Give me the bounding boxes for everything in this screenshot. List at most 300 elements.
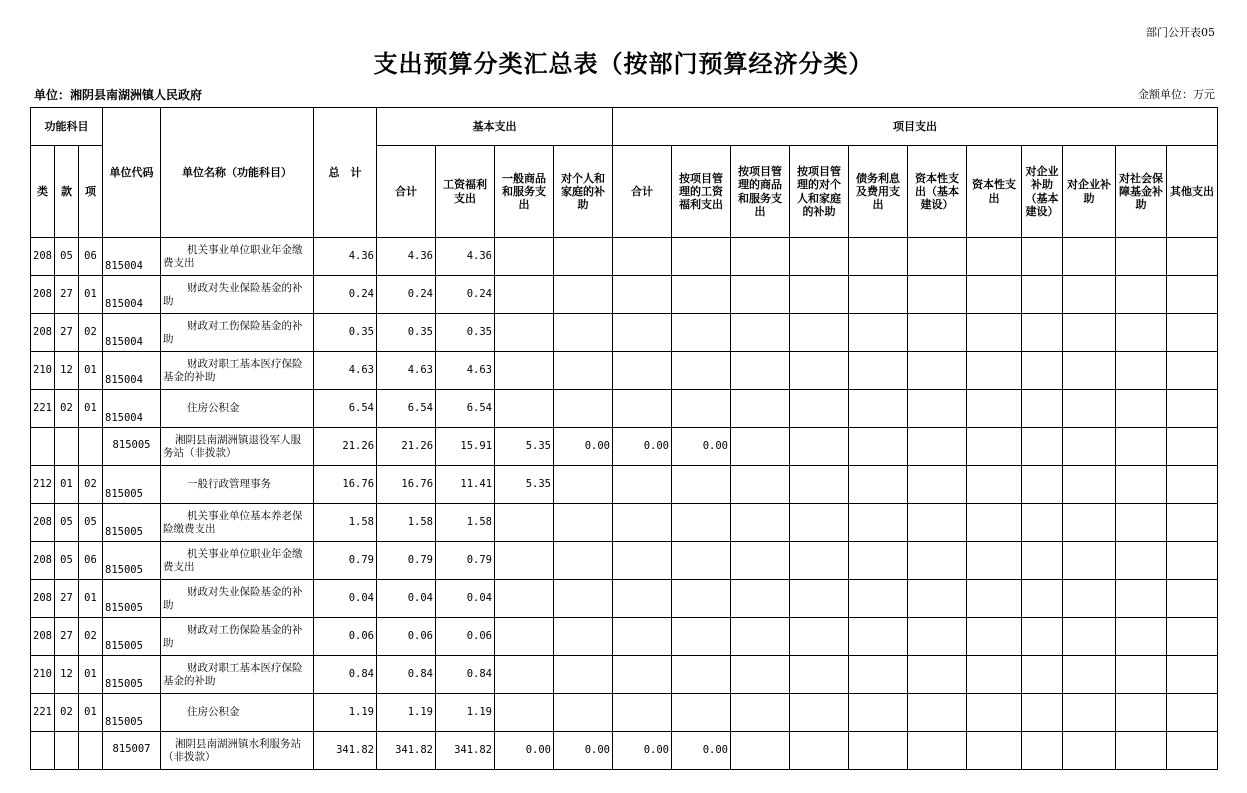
cell-total: 0.04 [314,580,377,618]
cell-kuan: 27 [55,276,79,314]
cell-lei: 208 [31,580,55,618]
cell-basic-wage: 15.91 [436,428,495,466]
cell-project-empty [967,276,1022,314]
cell-basic-personal [554,390,613,428]
cell-project-total [613,504,672,542]
cell-unit-name: 机关事业单位职业年金缴费支出 [161,238,314,276]
cell-project-empty [1167,390,1218,428]
cell-project-empty [849,390,908,428]
cell-project-total [613,466,672,504]
cell-total: 16.76 [314,466,377,504]
cell-project-empty [790,580,849,618]
header-basic-personal: 对个人和家庭的补助 [554,146,613,238]
cell-project-empty [1022,314,1063,352]
cell-project-empty [908,466,967,504]
cell-basic-goods: 5.35 [495,466,554,504]
cell-basic-wage: 4.36 [436,238,495,276]
cell-project-empty [908,504,967,542]
cell-project-empty [1116,352,1167,390]
cell-unit-code: 815005 [103,466,161,504]
cell-total: 4.63 [314,352,377,390]
header-project-personal: 按项目管理的对个人和家庭的补助 [790,146,849,238]
cell-project-empty [790,390,849,428]
header-project-total: 合计 [613,146,672,238]
cell-unit-code: 815007 [103,732,161,770]
page-title: 支出预算分类汇总表（按部门预算经济分类） [373,49,874,78]
cell-unit-name: 财政对失业保险基金的补助 [161,580,314,618]
cell-basic-goods [495,352,554,390]
cell-xiang: 01 [79,580,103,618]
cell-project-wage [672,352,731,390]
cell-project-empty [731,390,790,428]
cell-total: 0.35 [314,314,377,352]
cell-project-empty [790,238,849,276]
table-row [31,390,1218,428]
cell-project-wage [672,238,731,276]
cell-project-wage: 0.00 [672,732,731,770]
cell-total: 21.26 [314,428,377,466]
table-row [31,504,1218,542]
cell-project-empty [790,314,849,352]
cell-project-wage [672,276,731,314]
cell-basic-total: 0.84 [377,656,436,694]
cell-basic-total: 4.36 [377,238,436,276]
cell-project-empty [849,504,908,542]
cell-basic-wage: 0.35 [436,314,495,352]
cell-project-empty [1022,276,1063,314]
cell-basic-goods [495,238,554,276]
cell-basic-personal [554,504,613,542]
cell-project-empty [1116,618,1167,656]
table-row [31,542,1218,580]
cell-lei: 212 [31,466,55,504]
cell-project-empty [908,352,967,390]
cell-project-empty [790,618,849,656]
cell-project-empty [1063,314,1116,352]
cell-project-empty [1167,238,1218,276]
header-project-capital: 资本性支出 [967,146,1022,238]
cell-total: 0.24 [314,276,377,314]
cell-project-empty [1022,390,1063,428]
cell-project-empty [1116,390,1167,428]
cell-unit-name: 财政对工伤保险基金的补助 [161,314,314,352]
cell-project-empty [731,694,790,732]
cell-lei: 210 [31,656,55,694]
cell-total: 1.19 [314,694,377,732]
cell-kuan: 27 [55,618,79,656]
cell-unit-code: 815004 [103,276,161,314]
cell-xiang: 02 [79,618,103,656]
cell-xiang: 06 [79,238,103,276]
cell-basic-goods [495,694,554,732]
cell-basic-total: 21.26 [377,428,436,466]
cell-lei: 221 [31,390,55,428]
cell-basic-personal: 0.00 [554,428,613,466]
cell-project-total [613,390,672,428]
cell-project-empty [1116,580,1167,618]
cell-project-total [613,542,672,580]
header-unit-name: 单位名称（功能科目） [161,108,314,238]
cell-lei [31,732,55,770]
cell-project-empty [967,390,1022,428]
cell-project-empty [790,504,849,542]
cell-project-empty [1063,352,1116,390]
cell-project-wage: 0.00 [672,428,731,466]
table-row [31,238,1218,276]
cell-project-empty [1116,656,1167,694]
cell-project-empty [1167,618,1218,656]
cell-project-empty [1022,352,1063,390]
cell-basic-goods [495,656,554,694]
cell-basic-goods [495,390,554,428]
cell-unit-code: 815005 [103,428,161,466]
cell-project-wage [672,580,731,618]
cell-project-empty [1063,276,1116,314]
header-project-goods: 按项目管理的商品和服务支出 [731,146,790,238]
cell-unit-name: 住房公积金 [161,390,314,428]
cell-project-empty [731,466,790,504]
cell-basic-goods [495,580,554,618]
cell-project-empty [790,352,849,390]
cell-basic-goods [495,618,554,656]
cell-project-empty [1022,618,1063,656]
cell-total: 4.36 [314,238,377,276]
cell-basic-personal: 0.00 [554,732,613,770]
table-body [31,238,1218,770]
cell-project-empty [731,428,790,466]
cell-project-empty [849,656,908,694]
cell-basic-goods [495,276,554,314]
cell-project-total [613,276,672,314]
cell-project-empty [1116,694,1167,732]
cell-lei: 208 [31,314,55,352]
header-project-capital-basic: 资本性支出（基本建设） [908,146,967,238]
header-xiang: 项 [79,146,103,238]
cell-project-empty [1116,466,1167,504]
cell-basic-total: 16.76 [377,466,436,504]
cell-xiang [79,732,103,770]
cell-project-empty [1167,656,1218,694]
header-kuan: 款 [55,146,79,238]
cell-xiang: 01 [79,694,103,732]
cell-kuan [55,428,79,466]
cell-project-empty [731,542,790,580]
cell-project-empty [1063,504,1116,542]
cell-project-empty [1063,390,1116,428]
cell-unit-name: 财政对失业保险基金的补助 [161,276,314,314]
cell-unit-code: 815004 [103,238,161,276]
cell-project-total [613,352,672,390]
cell-project-empty [1116,732,1167,770]
cell-project-empty [1167,314,1218,352]
cell-basic-wage: 11.41 [436,466,495,504]
cell-project-empty [1116,542,1167,580]
cell-project-empty [1022,238,1063,276]
cell-project-empty [1022,504,1063,542]
cell-project-empty [1063,694,1116,732]
cell-project-empty [967,618,1022,656]
cell-project-empty [1063,238,1116,276]
cell-project-wage [672,694,731,732]
cell-unit-code: 815005 [103,694,161,732]
cell-project-empty [908,238,967,276]
cell-project-empty [849,732,908,770]
header-project-enterprise-basic: 对企业补助（基本建设） [1022,146,1063,238]
cell-project-total [613,618,672,656]
header-project-social-security: 对社会保障基金补助 [1116,146,1167,238]
cell-basic-wage: 0.04 [436,580,495,618]
cell-basic-personal [554,238,613,276]
cell-basic-personal [554,352,613,390]
cell-unit-code: 815005 [103,618,161,656]
cell-basic-personal [554,618,613,656]
cell-project-empty [967,542,1022,580]
cell-basic-wage: 6.54 [436,390,495,428]
cell-total: 0.06 [314,618,377,656]
cell-project-empty [731,276,790,314]
cell-project-empty [1116,276,1167,314]
cell-basic-goods [495,542,554,580]
cell-xiang [79,428,103,466]
cell-basic-personal [554,314,613,352]
table-row [31,694,1218,732]
table-row [31,580,1218,618]
cell-project-wage [672,656,731,694]
cell-project-total: 0.00 [613,732,672,770]
table-row [31,618,1218,656]
cell-project-empty [1116,238,1167,276]
cell-project-empty [908,276,967,314]
cell-project-empty [1167,504,1218,542]
cell-project-empty [849,466,908,504]
header-lei: 类 [31,146,55,238]
cell-project-empty [1063,618,1116,656]
cell-basic-personal [554,694,613,732]
table-row [31,314,1218,352]
cell-basic-personal [554,542,613,580]
cell-project-empty [1022,656,1063,694]
cell-unit-name: 湘阴县南湖洲镇水利服务站（非拨款） [161,732,314,770]
cell-basic-total: 4.63 [377,352,436,390]
cell-xiang: 05 [79,504,103,542]
cell-kuan: 12 [55,352,79,390]
cell-project-empty [790,732,849,770]
cell-lei: 208 [31,618,55,656]
cell-project-empty [967,732,1022,770]
cell-project-total [613,238,672,276]
cell-unit-name: 一般行政管理事务 [161,466,314,504]
header-project-enterprise: 对企业补助 [1063,146,1116,238]
cell-project-empty [849,314,908,352]
cell-kuan: 05 [55,542,79,580]
cell-project-empty [1063,732,1116,770]
unit-label: 单位：湘阴县南湖洲镇人民政府 [34,88,203,102]
cell-project-empty [849,352,908,390]
cell-project-empty [1167,428,1218,466]
cell-project-empty [1022,580,1063,618]
cell-basic-goods: 5.35 [495,428,554,466]
cell-xiang: 06 [79,542,103,580]
cell-total: 0.79 [314,542,377,580]
header-unit-code: 单位代码 [103,108,161,238]
cell-lei: 208 [31,238,55,276]
cell-basic-wage: 0.84 [436,656,495,694]
table-row [31,276,1218,314]
cell-xiang: 01 [79,390,103,428]
cell-project-empty [908,314,967,352]
cell-basic-total: 1.58 [377,504,436,542]
cell-project-empty [849,694,908,732]
cell-project-empty [967,694,1022,732]
cell-project-empty [967,504,1022,542]
cell-unit-code: 815005 [103,542,161,580]
cell-unit-code: 815004 [103,352,161,390]
cell-project-empty [908,618,967,656]
cell-project-empty [1116,314,1167,352]
header-basic-wage: 工资福利支出 [436,146,495,238]
cell-xiang: 01 [79,656,103,694]
header-basic: 基本支出 [377,108,613,146]
cell-total: 0.84 [314,656,377,694]
cell-project-empty [849,542,908,580]
cell-basic-wage: 4.63 [436,352,495,390]
cell-project-empty [1022,466,1063,504]
cell-project-empty [1167,732,1218,770]
cell-basic-total: 6.54 [377,390,436,428]
cell-project-empty [1063,580,1116,618]
cell-kuan: 01 [55,466,79,504]
header-project-other: 其他支出 [1167,146,1218,238]
cell-total: 1.58 [314,504,377,542]
cell-basic-total: 0.04 [377,580,436,618]
cell-project-empty [1022,732,1063,770]
cell-project-empty [967,428,1022,466]
cell-xiang: 02 [79,466,103,504]
cell-project-empty [967,656,1022,694]
cell-project-empty [849,618,908,656]
header-basic-total: 合计 [377,146,436,238]
cell-basic-wage: 341.82 [436,732,495,770]
cell-project-empty [731,580,790,618]
header-basic-goods: 一般商品和服务支出 [495,146,554,238]
cell-project-empty [908,694,967,732]
header-project: 项目支出 [613,108,1218,146]
cell-basic-goods [495,504,554,542]
cell-project-empty [1167,694,1218,732]
cell-lei: 221 [31,694,55,732]
cell-project-empty [849,238,908,276]
cell-xiang: 01 [79,352,103,390]
cell-kuan: 02 [55,390,79,428]
cell-unit-name: 机关事业单位基本养老保险缴费支出 [161,504,314,542]
cell-project-empty [731,656,790,694]
cell-project-empty [967,580,1022,618]
cell-project-wage [672,466,731,504]
cell-project-empty [1167,352,1218,390]
cell-project-empty [790,656,849,694]
cell-unit-name: 机关事业单位职业年金缴费支出 [161,542,314,580]
cell-kuan: 05 [55,504,79,542]
cell-lei: 208 [31,504,55,542]
form-number: 部门公开表05 [1146,26,1215,39]
cell-basic-personal [554,656,613,694]
cell-lei: 210 [31,352,55,390]
cell-project-wage [672,618,731,656]
table-row [31,428,1218,466]
cell-project-total [613,580,672,618]
cell-project-empty [1167,466,1218,504]
cell-project-wage [672,390,731,428]
cell-kuan: 05 [55,238,79,276]
cell-basic-total: 0.24 [377,276,436,314]
expenditure-table [30,107,1218,770]
cell-unit-code: 815005 [103,580,161,618]
cell-project-empty [731,238,790,276]
cell-project-empty [1063,428,1116,466]
cell-kuan [55,732,79,770]
cell-project-empty [1063,542,1116,580]
cell-project-total [613,694,672,732]
cell-basic-total: 341.82 [377,732,436,770]
cell-project-empty [731,504,790,542]
cell-basic-total: 1.19 [377,694,436,732]
table-row [31,352,1218,390]
cell-project-empty [967,466,1022,504]
cell-unit-code: 815005 [103,656,161,694]
cell-project-empty [1167,580,1218,618]
cell-basic-total: 0.35 [377,314,436,352]
cell-kuan: 27 [55,580,79,618]
cell-project-empty [731,618,790,656]
cell-kuan: 27 [55,314,79,352]
cell-project-empty [790,542,849,580]
cell-total: 341.82 [314,732,377,770]
cell-kuan: 02 [55,694,79,732]
cell-project-empty [1167,542,1218,580]
cell-basic-wage: 0.06 [436,618,495,656]
cell-lei [31,428,55,466]
money-unit-label: 金额单位：万元 [1138,88,1215,101]
cell-project-empty [1167,276,1218,314]
cell-project-empty [790,694,849,732]
cell-basic-personal [554,580,613,618]
cell-unit-name: 财政对工伤保险基金的补助 [161,618,314,656]
cell-project-empty [790,428,849,466]
cell-project-empty [1022,542,1063,580]
cell-basic-wage: 1.19 [436,694,495,732]
cell-project-empty [908,428,967,466]
cell-unit-name: 住房公积金 [161,694,314,732]
cell-project-total [613,314,672,352]
cell-unit-code: 815004 [103,314,161,352]
cell-project-empty [908,580,967,618]
cell-project-wage [672,504,731,542]
cell-lei: 208 [31,542,55,580]
header-project-debt: 债务利息及费用支出 [849,146,908,238]
cell-project-total: 0.00 [613,428,672,466]
cell-project-empty [849,428,908,466]
cell-lei: 208 [31,276,55,314]
cell-unit-code: 815005 [103,504,161,542]
cell-basic-total: 0.06 [377,618,436,656]
cell-unit-name: 湘阴县南湖洲镇退役军人服务站（非拨款） [161,428,314,466]
cell-project-empty [1116,504,1167,542]
cell-unit-name: 财政对职工基本医疗保险基金的补助 [161,656,314,694]
cell-xiang: 02 [79,314,103,352]
cell-basic-goods [495,314,554,352]
cell-project-empty [908,542,967,580]
cell-project-empty [1022,694,1063,732]
